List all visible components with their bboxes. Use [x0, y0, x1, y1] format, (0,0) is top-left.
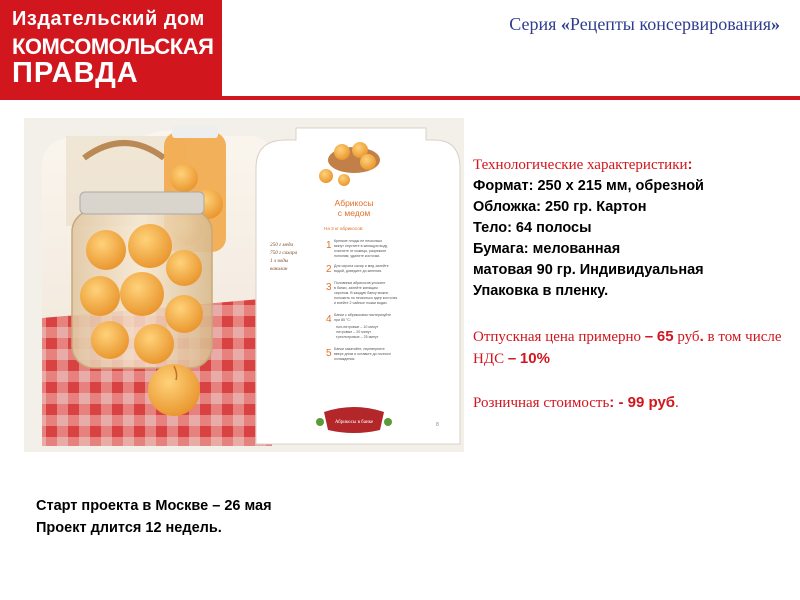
price-currency: руб	[673, 329, 700, 345]
price-vat-label: в том числе НДС	[473, 329, 782, 367]
step-text: Банки закатайте, переверните	[334, 347, 385, 351]
logo-line-publisher: Издательский дом	[12, 8, 205, 30]
price-label: Отпускная цена примерно	[473, 329, 645, 345]
wholesale-price	[473, 326, 793, 370]
ingredient-sugar: 750 г сахара	[270, 250, 298, 256]
technical-specs	[473, 154, 793, 302]
step-number: 3	[326, 282, 332, 293]
step-number: 1	[326, 240, 332, 251]
step-text: вверх дном и оставьте до полного	[334, 352, 391, 356]
brand-badge-text: Абрикосы в банке	[334, 420, 374, 425]
step-number: 4	[326, 314, 332, 325]
spec-paper: Бумага: мелованная	[473, 241, 621, 257]
step-text: очистите от кожицы, разрежьте	[334, 249, 387, 253]
spec-packaging: Упаковка в пленку.	[473, 283, 609, 299]
spec-body: Тело: 64 полосы	[473, 220, 592, 236]
step-text: в банки, залейте кипящим	[334, 286, 378, 290]
step-text: пол-литровые – 10 минут	[336, 325, 379, 329]
ingredient-water: 1 л воды	[270, 258, 289, 264]
price-vat-dash: –	[507, 350, 517, 367]
step-text: пополам, удалите косточки.	[334, 254, 381, 258]
spec-cover: Обложка: 250 гр. Картон	[473, 199, 647, 215]
page-number: 8	[436, 422, 439, 428]
step-text: Для сиропа сахар и мед залейте	[334, 264, 389, 268]
price-vat-value: 10%	[519, 350, 550, 367]
series-title	[509, 14, 780, 35]
step-text: Половинки абрикосов уложите	[334, 281, 386, 285]
step-text: минут опустите в кипящую воду,	[334, 244, 388, 248]
recipe-subtitle: На 3 кг абрикосов:	[324, 226, 364, 231]
price-dot: .	[699, 328, 704, 345]
retail-value: : - 99 руб	[609, 394, 676, 411]
step-text: охлаждения.	[334, 357, 356, 361]
retail-dot: .	[675, 395, 679, 411]
step-text: водой, доведите до кипения.	[334, 269, 383, 273]
retail-price	[473, 394, 679, 412]
step-text: трехлитровые – 25 минут	[336, 335, 379, 339]
series-open-quote: «	[560, 14, 570, 34]
project-duration: Проект длится 12 недель.	[36, 520, 222, 536]
project-info	[36, 495, 272, 539]
specs-heading	[473, 154, 793, 176]
step-text: литровые – 20 минут	[336, 330, 372, 334]
step-number: 5	[326, 348, 332, 359]
price-amount: 65	[656, 328, 674, 345]
series-name: Рецепты консервирования	[569, 14, 771, 34]
header-rule	[222, 96, 800, 100]
logo-line-komsomolskaya: КОМСОМОЛЬСКАЯ	[12, 34, 214, 59]
recipe-title-line2: с медом	[337, 208, 371, 218]
recipe-title-line1: Абрикосы	[334, 198, 374, 208]
step-text: сиропом. В каждую банку можно	[334, 291, 389, 295]
step-number: 2	[326, 264, 332, 275]
spec-paper-weight: матовая 90 гр. Индивидуальная	[473, 262, 704, 278]
step-text: положить по несколько ядер косточек	[334, 296, 398, 300]
publisher-logo	[0, 0, 222, 100]
step-text: Банки с абрикосами пастеризуйте	[334, 313, 392, 317]
series-prefix: Серия	[509, 14, 561, 34]
logo-line-pravda: ПРАВДА	[12, 57, 139, 89]
specs-heading-colon: :	[687, 156, 693, 173]
ingredient-vanilla: ванилин	[270, 266, 288, 272]
project-start: Старт проекта в Москве – 26 мая	[36, 498, 272, 514]
price-dash: –	[644, 328, 654, 345]
series-close-quote: »	[771, 14, 780, 34]
specs-heading-text: Технологические характеристики	[473, 157, 688, 173]
book-spread-svg	[24, 118, 464, 452]
ingredient-honey: 250 г меда	[270, 242, 294, 248]
retail-label: Розничная стоимость	[473, 395, 610, 411]
step-text: Крепкие плоды не несколько	[334, 239, 383, 243]
spec-format: Формат: 250 х 215 мм, обрезной	[473, 178, 704, 194]
step-text: и влейте 2 чайные ложки водки.	[334, 301, 388, 305]
book-spread-image	[24, 118, 464, 452]
step-text: при 85 °С:	[334, 318, 351, 322]
